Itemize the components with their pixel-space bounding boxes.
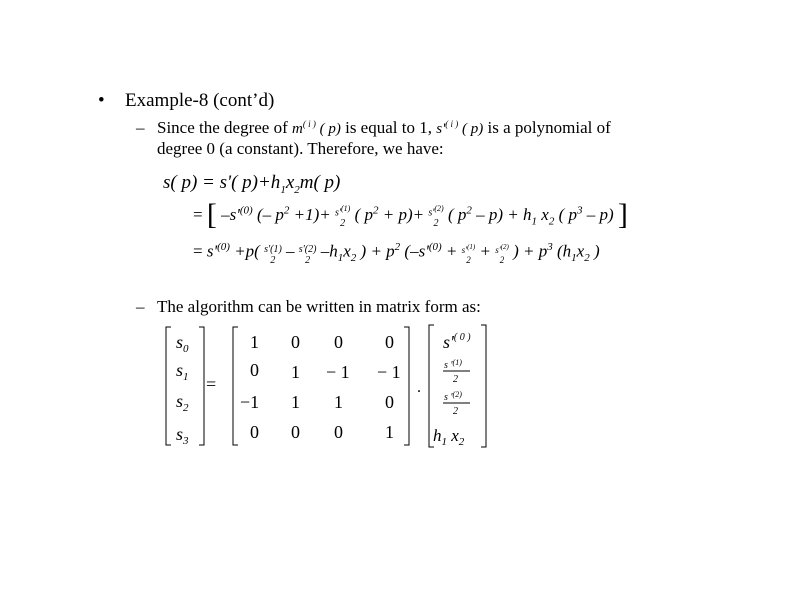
equation-line-3: = $s'^{(0)} +p$( s'(1) 2 – s'(2) 2 $-h_1x_2$ ) + $p^2$ ($-s'^{(0)} + s'^{(1)}$ $2 + s'^{(2)}$ 2 ) + $p^3$ ($h_1x_2$ ) xyxy=(193,241,600,266)
sub-bullet-dash-2: – xyxy=(136,297,145,316)
sub-bullet-dash-1: – xyxy=(136,118,145,137)
matrix-r3c1: −1 xyxy=(240,392,260,412)
para1-text-b: is equal to 1, xyxy=(345,118,432,137)
m-i-p-formula: $m^{( i )}$ ( p) xyxy=(292,119,341,137)
para1-text-c: is a polynomial of xyxy=(487,118,611,137)
equation-line-2: = [ $-s'^{(0)}$ (– $p^2 +1)+ s'^{(1)}$ 2 ( $p^2 + p)+ s'^{(2)}$ 2 ( $p^2 - p) + h_1$ $x_2$ ( $p^3 - p$) ] xyxy=(193,198,628,231)
matrix-r1c4: 0 xyxy=(385,332,394,352)
equals-sign: = xyxy=(206,374,217,394)
matrix-r1c1: 1 xyxy=(250,332,259,352)
s-i-p-formula: $s'^{( i )}$ ( p) xyxy=(436,119,484,137)
matrix-r1c2: 0 xyxy=(291,332,300,352)
matrix-right-bracket xyxy=(404,327,409,445)
rhs-s2-num: s '$^{(2)}$ xyxy=(444,390,462,403)
matrix-r3c2: 1 xyxy=(291,392,300,412)
rhs-s1-num: s '$^{(1)}$ xyxy=(444,358,462,371)
rhs-s0: $s'^{( 0 )}$ xyxy=(443,332,471,352)
lhs-left-bracket xyxy=(166,327,171,445)
dot-operator: . xyxy=(417,379,421,396)
equation-line-1: s( p) = s'( $p)+h_1x_2m$( p) xyxy=(163,172,341,196)
matrix-r2c2: 1 xyxy=(291,362,300,382)
matrix-r4c1: 0 xyxy=(250,422,259,442)
slide-heading: Example-8 (cont’d) xyxy=(125,90,275,111)
rhs-s1-den: 2 xyxy=(453,374,458,385)
matrix-r2c3: − 1 xyxy=(326,362,350,382)
matrix-r2c1: 0 xyxy=(250,360,259,380)
rhs-h1x2: $h_1$ $x_2$ xyxy=(433,426,465,448)
para1-text-a: Since the degree of xyxy=(157,118,288,137)
matrix-r2c4: − 1 xyxy=(377,362,401,382)
lhs-right-bracket xyxy=(199,327,204,445)
matrix-r4c4: 1 xyxy=(385,422,394,442)
matrix-r1c3: 0 xyxy=(334,332,343,352)
lhs-s3: $s_3$ xyxy=(176,424,189,447)
matrix-r4c2: 0 xyxy=(291,422,300,442)
lhs-s1: $s_1$ xyxy=(176,360,189,383)
paragraph-2: The algorithm can be written in matrix form as: xyxy=(157,297,481,316)
rhs-right-bracket xyxy=(481,325,486,447)
matrix-left-bracket xyxy=(233,327,238,445)
matrix-r3c4: 0 xyxy=(385,392,394,412)
matrix-r3c3: 1 xyxy=(334,392,343,412)
heading-bullet: • xyxy=(98,90,105,111)
paragraph-1-line-2: degree 0 (a constant). Therefore, we have: xyxy=(157,139,444,158)
lhs-s2: $s_2$ xyxy=(176,391,189,414)
lhs-s0: $s_0$ xyxy=(176,332,189,355)
matrix-r4c3: 0 xyxy=(334,422,343,442)
rhs-s2-den: 2 xyxy=(453,406,458,417)
